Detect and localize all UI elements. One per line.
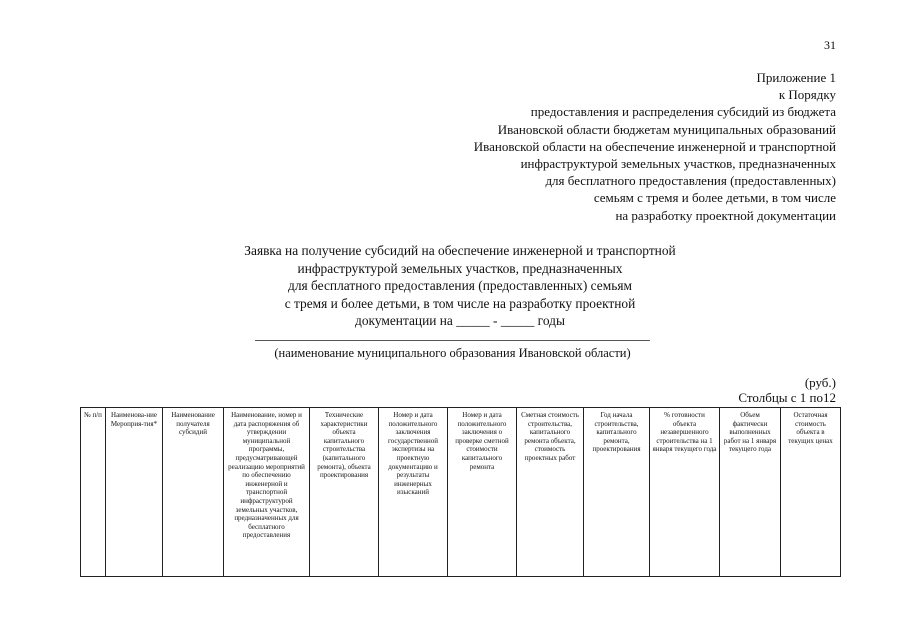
appendix-line: инфраструктурой земельных участков, предназначенных [520, 156, 836, 172]
table-header-cell: Технические характеристики объекта капитального строительства (капитального ремонта), объекта проектирования [310, 408, 379, 577]
title-line: с тремя и более детьми, в том числе на разработку проектной [284, 295, 636, 311]
appendix-line: семьям с тремя и более детьми, в том числе [593, 190, 836, 206]
appendix-line: к Порядку [778, 87, 836, 103]
document-title [130, 242, 790, 330]
application-table [80, 407, 841, 577]
title-line: Заявка на получение субсидий на обеспечение инженерной и транспортной [244, 243, 676, 258]
appendix-block [336, 69, 836, 224]
table-header-cell: Сметная стоимость строительства, капитального ремонта объекта, стоимость проектных работ [517, 408, 584, 577]
municipality-fill-line [255, 340, 650, 341]
table-header-cell: Год начала строительства, капитального ремонта, проектирования [584, 408, 650, 577]
appendix-line: Ивановской области бюджетам муниципальных образований [497, 121, 836, 137]
columns-note: Столбцы с 1 по12 [738, 390, 836, 405]
title-line: документации на _____ - _____ годы [355, 313, 565, 328]
table-header-cell: Наименование, номер и дата распоряжения об утверждении муниципальной программы, предусматривающей реализацию мероприятий по обеспечению инженерной и транспортной инфраструктурой земельных участков, предназначенных для бесплатного предоставления [224, 408, 310, 577]
table-header-cell: Номер и дата положительного заключения государственной экспертизы на проектную документацию и результаты инженерных изысканий [379, 408, 448, 577]
appendix-line: на разработку проектной документации [615, 207, 836, 223]
table-header-cell: Наименова-ние Мероприя-тия* [106, 408, 163, 577]
appendix-line: предоставления и распределения субсидий из бюджета [530, 104, 836, 120]
table-header-cell: Остаточная стоимость объекта в текущих ценах [781, 408, 841, 577]
currency-unit: (руб.) [804, 375, 836, 390]
appendix-line: Ивановской области на обеспечение инженерной и транспортной [473, 138, 836, 154]
table-header-cell: Наименование получателя субсидий [163, 408, 224, 577]
appendix-line: для бесплатного предоставления (предоставленных) [545, 173, 836, 189]
table-header-cell: Номер и дата положительного заключения о проверке сметной стоимости капитального ремонта [448, 408, 517, 577]
table-header-cell: № п/п [81, 408, 106, 577]
title-line: инфраструктурой земельных участков, предназначенных [297, 260, 623, 276]
municipality-caption: (наименование муниципального образования Ивановской области) [274, 346, 631, 360]
appendix-line: Приложение 1 [756, 70, 836, 85]
title-line: для бесплатного предоставления (предоставленных) семьям [288, 278, 632, 293]
table-header-cell: % готовности объекта незавершенного строительства на 1 января текущего года [650, 408, 720, 577]
page-number: 31 [824, 38, 836, 52]
table-header-row [81, 408, 841, 577]
table-header-cell: Объем фактически выполненных работ на 1 января текущего года [720, 408, 781, 577]
